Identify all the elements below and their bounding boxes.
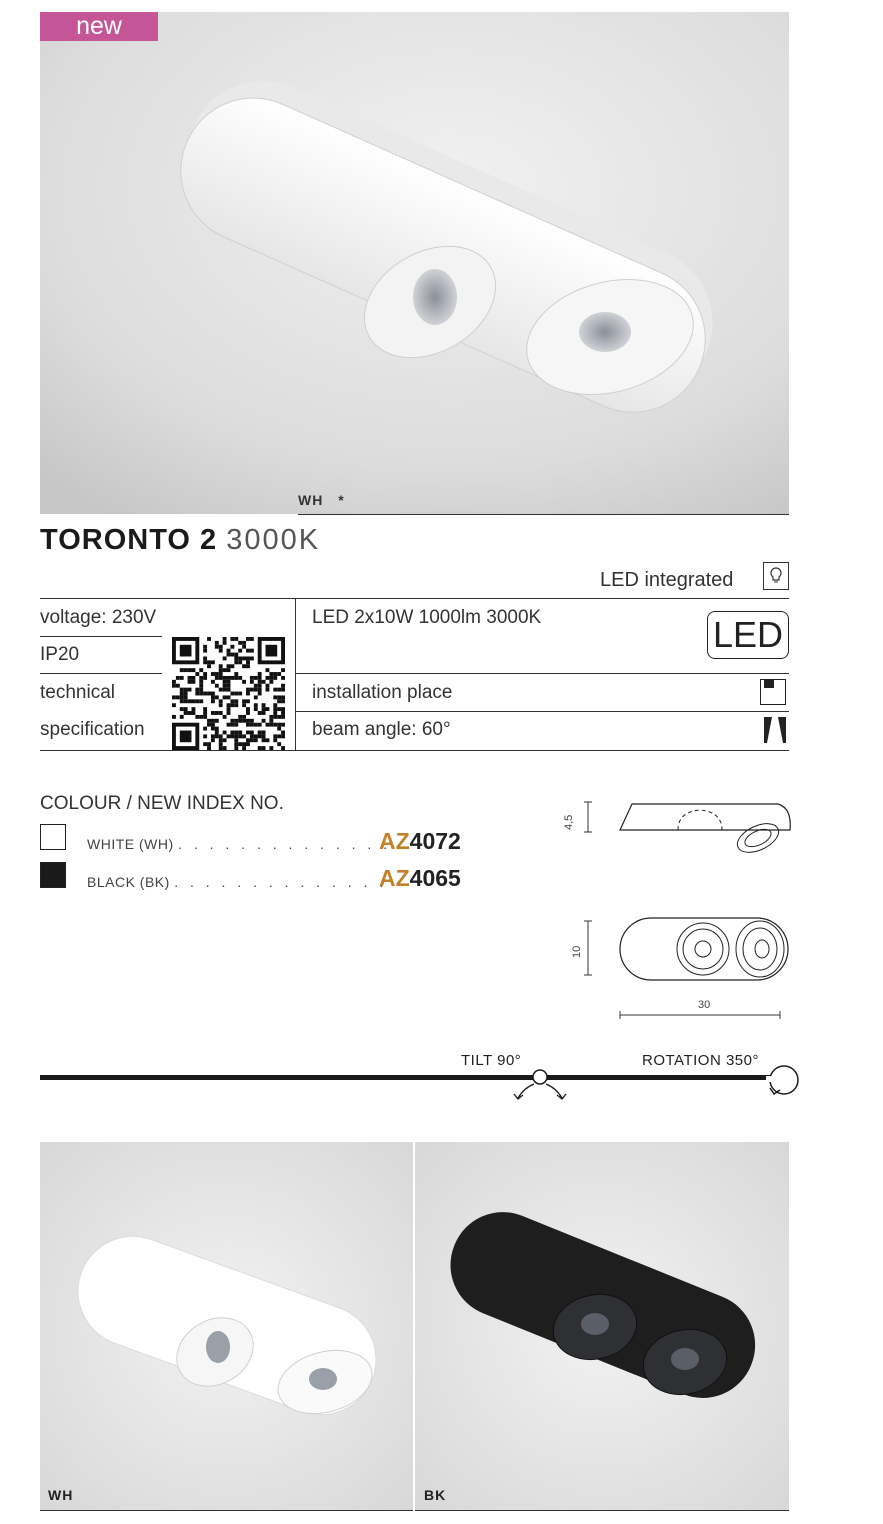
gallery-photo-black xyxy=(415,1142,789,1510)
spec-top-border xyxy=(40,598,789,599)
length-dimension: 30 xyxy=(698,999,711,1011)
new-badge: new xyxy=(40,12,158,41)
side-view-drawing xyxy=(570,798,800,863)
motion-bar xyxy=(40,1075,785,1080)
leader-dots: . . . . . . . . . . . . . . xyxy=(178,836,392,852)
colour-name: WHITE (WH) xyxy=(87,836,174,852)
spec-column-divider xyxy=(295,598,296,750)
spec-divider xyxy=(40,673,162,674)
spec-ip: IP20 xyxy=(40,644,80,665)
colour-name: BLACK (BK) xyxy=(87,874,170,890)
spec-technical: technical xyxy=(40,682,115,703)
index-number: 4065 xyxy=(409,865,461,891)
spec-specification: specification xyxy=(40,719,145,740)
hero-underline xyxy=(298,514,789,515)
spec-divider xyxy=(295,673,789,674)
leader-dots: . . . . . . . . . . . . . . xyxy=(174,874,388,890)
rotation-icon xyxy=(766,1060,804,1105)
hero-product-photo xyxy=(40,12,789,514)
black-index-code xyxy=(379,865,461,892)
product-title xyxy=(40,524,320,557)
spec-beam-angle: beam angle: 60° xyxy=(312,719,451,740)
spec-divider xyxy=(295,711,789,712)
product-temperature: 3000K xyxy=(226,524,321,556)
beam-angle-icon xyxy=(762,716,788,749)
black-label xyxy=(87,874,387,890)
ceiling-mount-icon xyxy=(760,679,786,705)
colour-heading: COLOUR / NEW INDEX NO. xyxy=(40,793,284,814)
index-prefix: AZ xyxy=(379,865,410,891)
product-name: TORONTO 2 xyxy=(40,524,218,556)
index-prefix: AZ xyxy=(379,828,410,854)
spec-voltage: voltage: 230V xyxy=(40,607,157,628)
tilt-icon xyxy=(510,1066,570,1107)
spec-bottom-border xyxy=(40,750,789,751)
index-number: 4072 xyxy=(409,828,461,854)
led-integrated-label: LED integrated xyxy=(600,569,734,591)
gallery-underline xyxy=(40,1510,413,1511)
spec-divider xyxy=(40,636,162,637)
width-dimension: 10 xyxy=(571,945,583,958)
black-swatch[interactable] xyxy=(40,862,66,888)
gallery-caption-black: BK xyxy=(424,1487,447,1503)
bulb-icon xyxy=(763,562,789,590)
hero-caption-variant: WH xyxy=(298,492,324,508)
top-view-drawing xyxy=(570,915,800,1030)
spec-led-power: LED 2x10W 1000lm 3000K xyxy=(312,607,542,628)
qr-code[interactable] xyxy=(172,637,285,755)
rotation-label: ROTATION 350° xyxy=(642,1052,759,1069)
spec-installation: installation place xyxy=(312,682,453,703)
gallery-underline xyxy=(415,1510,789,1511)
gallery-caption-white: WH xyxy=(48,1487,74,1503)
white-swatch[interactable] xyxy=(40,824,66,850)
white-label xyxy=(87,836,391,852)
hero-caption-mark: * xyxy=(338,492,345,508)
height-dimension: 4,5 xyxy=(563,814,575,830)
hero-caption xyxy=(298,492,345,508)
white-index-code xyxy=(379,828,461,855)
gallery-photo-white xyxy=(40,1142,413,1510)
led-badge: LED xyxy=(707,611,789,659)
tilt-label: TILT 90° xyxy=(461,1052,522,1069)
